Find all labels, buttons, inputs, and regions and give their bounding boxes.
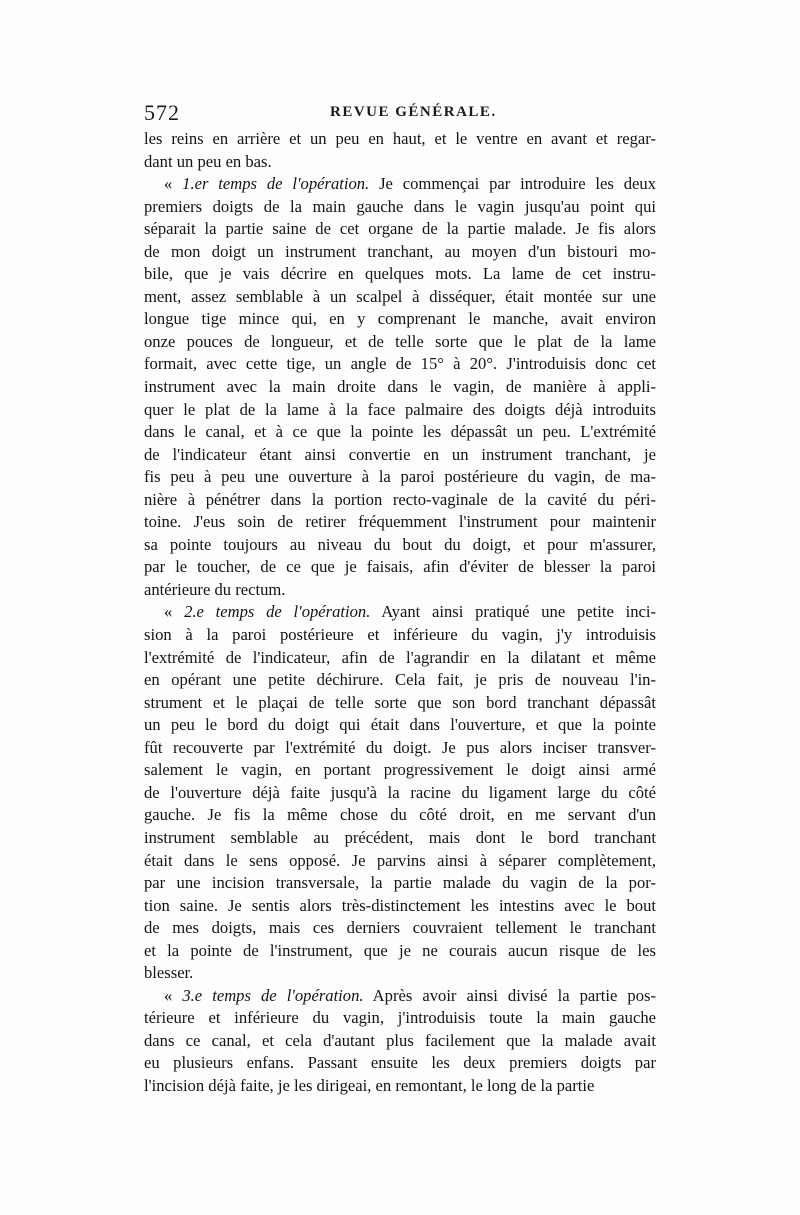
text-line <box>144 308 656 331</box>
text-line <box>144 331 656 354</box>
line-text: un peu le bord du doigt qui était dans l'ouverture, et que la pointe <box>144 715 656 735</box>
line-text: de mes doigts, mais ces derniers couvraient tellement le tranchant <box>144 918 656 938</box>
line-text: l'extrémité de l'indicateur, afin de l'agrandir en la dilatant et même <box>144 647 656 667</box>
text-line <box>144 1007 656 1030</box>
line-text: blesser. <box>144 963 194 983</box>
quote-mark: « <box>164 602 185 622</box>
text-line <box>144 241 656 264</box>
text-line <box>144 173 656 196</box>
text-line <box>144 151 656 174</box>
text-line <box>144 759 656 782</box>
text-line <box>144 263 656 286</box>
text-line <box>144 872 656 895</box>
line-text: térieure et inférieure du vagin, j'introduisis toute la main gauche <box>144 1008 656 1028</box>
line-text: instrument semblable au précédent, mais dont le bord tranchant <box>144 827 656 847</box>
text-line <box>144 940 656 963</box>
line-text: et la pointe de l'instrument, que je ne courais aucun risque de les <box>144 940 656 960</box>
text-line <box>144 534 656 557</box>
text-line <box>144 444 656 467</box>
line-text: séparait la partie saine de cet organe de la partie malade. Je fis alors <box>144 219 656 239</box>
line-text: longue tige mince qui, en y comprenant le manche, avait environ <box>144 309 656 329</box>
line-text: toine. J'eus soin de retirer fréquemment l'instrument pour maintenir <box>144 512 656 532</box>
text-line <box>144 895 656 918</box>
line-text: quer le plat de la lame à la face palmaire des doigts déjà introduits <box>144 399 656 419</box>
line-text: antérieure du rectum. <box>144 579 286 599</box>
section-heading: 2.e temps de l'opération. <box>184 602 371 622</box>
text-line <box>144 128 656 151</box>
line-text: premiers doigts de la main gauche dans le vagin jusqu'au point qui <box>144 196 656 216</box>
line-text: de l'ouverture déjà faite jusqu'à la racine du ligament large du côté <box>144 782 656 802</box>
text-line <box>144 647 656 670</box>
line-text: dans ce canal, et cela d'autant plus facilement que la malade avait <box>144 1030 656 1050</box>
quote-mark: « <box>164 174 183 194</box>
line-text: de mon doigt un instrument tranchant, au moyen d'un bistouri mo- <box>144 241 656 261</box>
text-line <box>144 737 656 760</box>
line-text: les reins en arrière et un peu en haut, et le ventre en avant et regar- <box>144 129 656 148</box>
line-text: de l'indicateur étant ainsi convertie en un instrument tranchant, je <box>144 444 656 464</box>
running-title: REVUE GÉNÉRALE. <box>330 104 497 120</box>
paragraph <box>144 985 656 1098</box>
line-text: tion saine. Je sentis alors très-distinctement les intestins avec le bout <box>144 895 656 915</box>
text-line <box>144 917 656 940</box>
text-line <box>144 353 656 376</box>
line-text: par le toucher, de ce que je faisais, afin d'éviter de blesser la paroi <box>144 557 656 577</box>
text-line <box>144 466 656 489</box>
text-line <box>144 804 656 827</box>
text-line <box>144 669 656 692</box>
text-line <box>144 985 656 1008</box>
line-text: onze pouces de longueur, et de telle sorte que le plat de la lame <box>144 331 656 351</box>
line-text: par une incision transversale, la partie malade du vagin de la por- <box>144 873 656 893</box>
text-line <box>144 556 656 579</box>
text-line <box>144 1030 656 1053</box>
text-line <box>144 601 656 624</box>
line-text: instrument avec la main droite dans le vagin, de manière à appli- <box>144 377 656 397</box>
line-text: dant un peu en bas. <box>144 151 272 171</box>
line-text: gauche. Je fis la même chose du côté droit, en me servant d'un <box>144 805 656 825</box>
line-text: fis peu à peu une ouverture à la paroi postérieure du vagin, de ma- <box>144 467 656 487</box>
section-heading: 3.e temps de l'opération. <box>182 985 364 1005</box>
paragraph <box>144 601 656 984</box>
line-text: strument et le plaçai de telle sorte que son bord tranchant dépassât <box>144 692 656 712</box>
text-line <box>144 399 656 422</box>
line-text: fût recouverte par l'extrémité du doigt. Je pus alors inciser transver- <box>144 737 656 757</box>
line-text: sion à la paroi postérieure et inférieure du vagin, j'y introduisis <box>144 625 656 645</box>
text-line <box>144 962 656 985</box>
line-text: formait, avec cette tige, un angle de 15° à 20°. J'introduisis donc cet <box>144 354 656 374</box>
line-text: salement le vagin, en portant progressivement le doigt ainsi armé <box>144 760 656 780</box>
text-line <box>144 286 656 309</box>
text-line <box>144 850 656 873</box>
text-line <box>144 1075 656 1098</box>
page-number: 572 <box>144 100 180 125</box>
line-text: était dans le sens opposé. Je parvins ainsi à séparer complètement, <box>144 850 656 870</box>
line-text: sa pointe toujours au niveau du bout du doigt, et pour m'assurer, <box>144 534 656 554</box>
line-text: Je commençai par introduire les deux <box>369 174 656 194</box>
text-line <box>144 196 656 219</box>
text-line <box>144 511 656 534</box>
body-text <box>144 128 656 1098</box>
line-text: l'incision déjà faite, je les dirigeai, en remontant, le long de la partie <box>144 1075 595 1095</box>
line-text: Ayant ainsi pratiqué une petite inci- <box>370 602 656 622</box>
text-line <box>144 579 656 602</box>
text-line <box>144 782 656 805</box>
line-text: ment, assez semblable à un scalpel à disséquer, était montée sur une <box>144 286 656 306</box>
section-heading: 1.er temps de l'opération. <box>182 174 370 194</box>
quote-mark: « <box>164 985 183 1005</box>
text-line <box>144 827 656 850</box>
text-line <box>144 421 656 444</box>
text-line <box>144 376 656 399</box>
page-header <box>144 100 656 126</box>
text-line <box>144 489 656 512</box>
text-line <box>144 1052 656 1075</box>
paragraph <box>144 173 656 601</box>
text-line <box>144 218 656 241</box>
line-text: eu plusieurs enfans. Passant ensuite les deux premiers doigts par <box>144 1053 656 1073</box>
line-text: Après avoir ainsi divisé la partie pos- <box>363 985 657 1005</box>
paragraph <box>144 128 656 173</box>
line-text: nière à pénétrer dans la portion recto-vaginale de la cavité du péri- <box>144 489 656 509</box>
line-text: bile, que je vais décrire en quelques mots. La lame de cet instru- <box>144 264 656 284</box>
line-text: en opérant une petite déchirure. Cela fait, je pris de nouveau l'in- <box>144 670 656 690</box>
text-line <box>144 714 656 737</box>
line-text: dans le canal, et à ce que la pointe les dépassât un peu. L'extrémité <box>144 422 656 442</box>
text-line <box>144 692 656 715</box>
text-line <box>144 624 656 647</box>
